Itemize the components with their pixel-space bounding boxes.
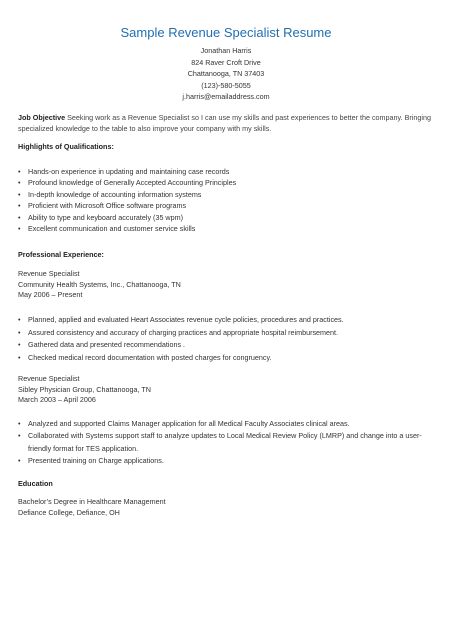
list-item: • Hands-on experience in updating and maintaining case records [18,166,438,177]
job-company: Community Health Systems, Inc., Chattanooga, TN [18,279,181,289]
job-company: Sibley Physician Group, Chattanooga, TN [18,384,151,394]
highlights-heading-text: Highlights of Qualifications: [18,142,114,151]
list-item: • Presented training on Charge applications. [18,455,438,467]
objective-section [18,113,438,134]
job-2-duties [18,418,438,468]
list-item: • Planned, applied and evaluated Heart Associates revenue cycle policies, procedures and practices. [18,314,438,327]
job-1-header [18,269,438,301]
contact-address: 824 Raver Croft Drive [191,57,261,67]
list-item: • Gathered data and presented recommendations . [18,339,438,352]
highlights-section [18,166,438,234]
list-item: • Proficient with Microsoft Office software programs [18,200,438,211]
list-item: • Analyzed and supported Claims Manager application for all Medical Faculty Associates clinical areas. [18,418,438,430]
contact-name: Jonathan Harris [200,46,252,55]
contact-email: j.harris@emailaddress.com [182,92,270,101]
list-item: • Collaborated with Systems support staff to analyze updates to Local Medical Review Policy (LMRP) and change into a user-friendly format for TES application. [18,430,428,455]
job-1-list [18,314,438,364]
job-dates: May 2006 – Present [18,290,83,299]
contact-block [0,45,452,103]
experience-heading [18,250,438,261]
job-2-list [18,418,438,468]
list-item: • Excellent communication and customer service skills [18,223,438,234]
job-title: Revenue Specialist [18,374,80,383]
experience-heading-text: Professional Experience: [18,250,104,259]
highlights-heading [18,142,438,153]
education-school: Defiance College, Defiance, OH [18,507,120,517]
list-item: • Ability to type and keyboard accurately (35 wpm) [18,212,438,223]
objective-text: Seeking work as a Revenue Specialist so I can use my skills and past experiences to better the company. Bringing specialized knowledge to the table to also improve your company with my skills. [18,113,431,133]
list-item: • In-depth knowledge of accounting information systems [18,189,438,200]
education-section [18,497,438,518]
job-1-duties [18,314,438,364]
education-heading-text: Education [18,479,53,488]
education-heading [18,479,438,490]
list-item: • Checked medical record documentation with posted charges for congruency. [18,352,438,365]
highlights-list [18,166,438,234]
contact-city: Chattanooga, TN 37403 [187,69,265,78]
page-title: Sample Revenue Specialist Resume [120,25,332,40]
job-dates: March 2003 – April 2006 [18,395,96,404]
contact-phone: (123)-580-5055 [201,80,251,90]
list-item: • Profound knowledge of Generally Accepted Accounting Principles [18,177,438,188]
education-degree: Bachelor’s Degree in Healthcare Management [18,497,166,506]
objective-label: Job Objective [18,113,66,122]
job-2-header [18,374,438,406]
list-item: • Assured consistency and accuracy of charging practices and appropriate hospital reimbursement. [18,327,438,340]
job-title: Revenue Specialist [18,269,80,278]
